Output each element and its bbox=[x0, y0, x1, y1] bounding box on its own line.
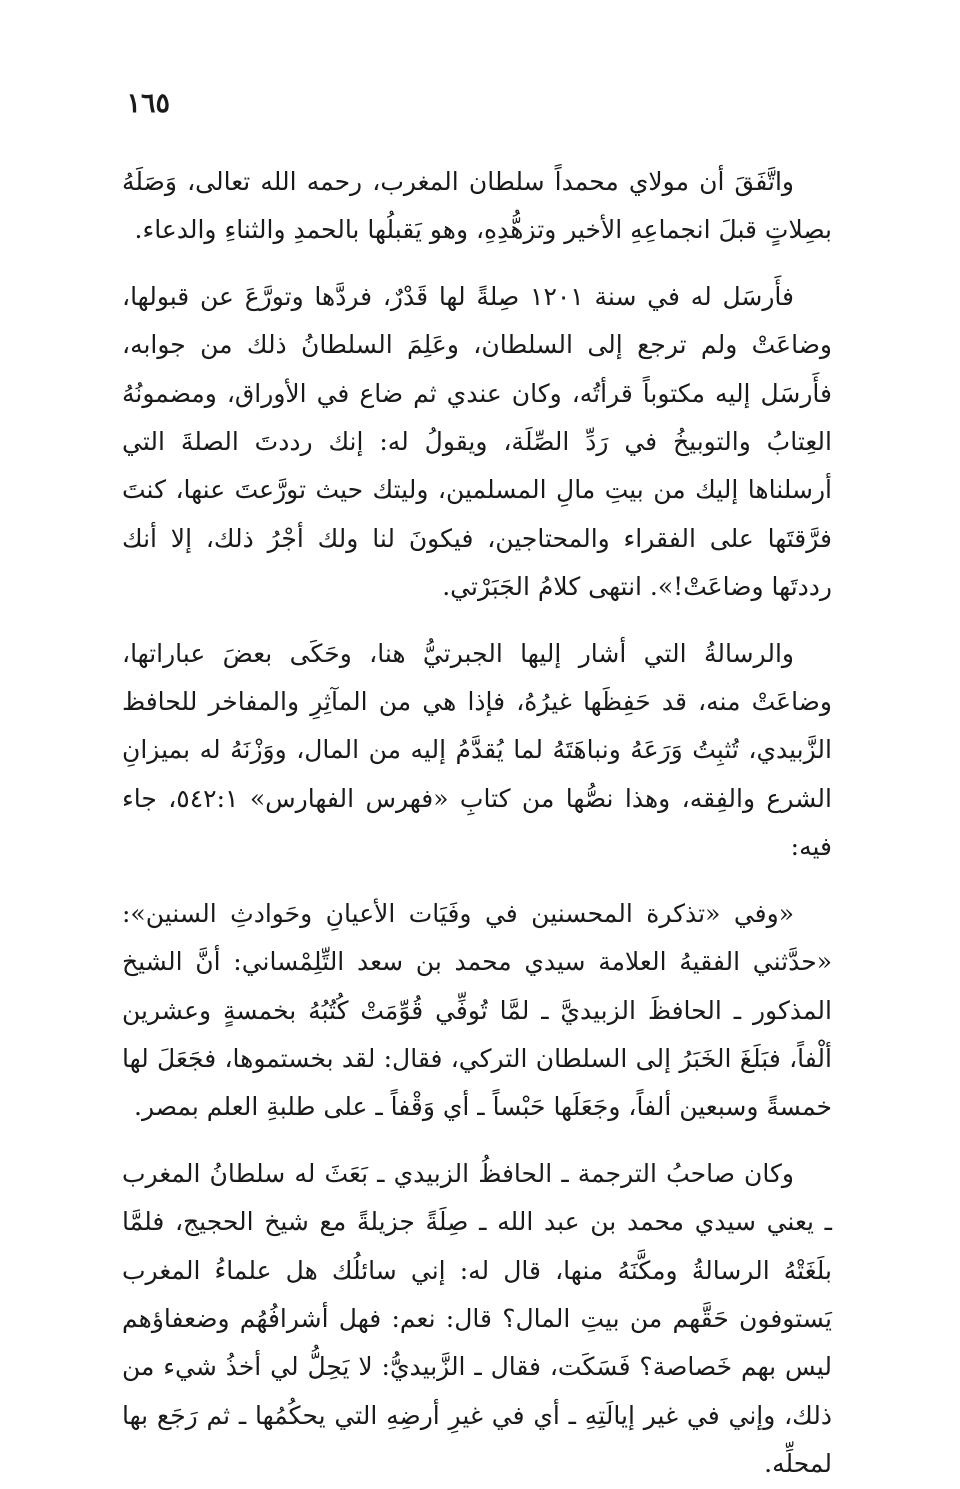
paragraph-3: والرسالةُ التي أشار إليها الجبرتيُّ هنا، وحَكَى بعضَ عباراتها، وضاعَتْ منه، قد حَفِظَها غيرُهُ، فإذا هي من المآثِرِ والمفاخر للحافظ الزَّبيدي، تُثبِتُ وَرَعَهُ ونباهَتَهُ لما يُقدَّمُ إليه من المال، ووَزْنَهُ له بميزانِ الشرع والفِقه، وهذا نصُّها من كتابِ «فهرس الفهارس» ٥٤٢:١، جاء فيه: bbox=[122, 638, 832, 862]
paragraph-4: «وفي «تذكرة المحسنين في وفَيَات الأعيانِ وحَوادثِ السنين»: «حدَّثني الفقيهُ العلامة سيدي محمد بن سعد التِّلِمْساني: أنَّ الشيخ المذكور ـ الحافظَ الزبيديَّ ـ لمَّا تُوفِّي قُوِّمَتْ كُتُبُهُ بخمسةٍ وعشرين ألْفاً، فبَلَغَ الخَبَرُ إلى السلطان التركي، فقال: لقد بخستموها، فجَعَلَ لها خمسةً وسبعين ألفاً، وجَعَلَها حَبْساً ـ أي وَقْفاً ـ على طلبةِ العلم بمصر. bbox=[122, 898, 832, 1122]
page-number: ١٦٥ bbox=[126, 88, 170, 119]
paragraph-2: فأَرسَل له في سنة ١٢٠١ صِلةً لها قَدْرٌ، فردَّها وتورَّعَ عن قبولها، وضاعَتْ ولم ترجع إلى السلطان، وعَلِمَ السلطانُ ذلك من جوابه، فأَرسَل إليه مكتوباً قرأتُه، وكان عندي ثم ضاع في الأوراق، ومضمونُهُ العِتابُ والتوبيخُ في رَدِّ الصِّلَة، ويقولُ له: إنك رددتَ الصلةَ التي أرسلناها إليك من بيتِ مالِ المسلمين، وليتك حيث تورَّعتَ عنها، كنتَ فرَّقتَها على الفقراء والمحتاجين، فيكونَ لنا ولك أجْرُ ذلك، إلا أنك رددتَها وضاعَتْ!». انتهى كلامُ الجَبَرْتي. bbox=[122, 281, 832, 602]
paragraph-5: وكان صاحبُ الترجمة ـ الحافظُ الزبيدي ـ بَعَثَ له سلطانُ المغرب ـ يعني سيدي محمد بن عبد الله ـ صِلَةً جزيلةً مع شيخ الحجيج، فلمَّا بلَغَتْهُ الرسالةُ ومكَّنَهُ منها، قال له: إني سائلُك هل علماءُ المغرب يَستوفون حَقَّهم من بيتِ المال؟ قال: نعم: فهل أشرافُهُم وضعفاؤهم ليس بهم خَصاصة؟ فَسَكَت، فقال ـ الزَّبيديُّ: لا يَحِلُّ لي أخذُ شيء من ذلك، وإني في غير إيالَتِهِ ـ أي في غيرِ أرضِهِ التي يحكُمُها ـ ثم رَجَع بها لمحلِّه. bbox=[122, 1158, 832, 1479]
paragraph-1: واتَّفَقَ أن مولاي محمداً سلطان المغرب، رحمه الله تعالى، وَصَلَهُ بصِلاتٍ قبلَ انجماعِهِ الأخير وتزهُّدِهِ، وهو يَقبلُها بالحمدِ والثناءِ والدعاء. bbox=[122, 167, 832, 245]
page-body bbox=[122, 158, 832, 1489]
